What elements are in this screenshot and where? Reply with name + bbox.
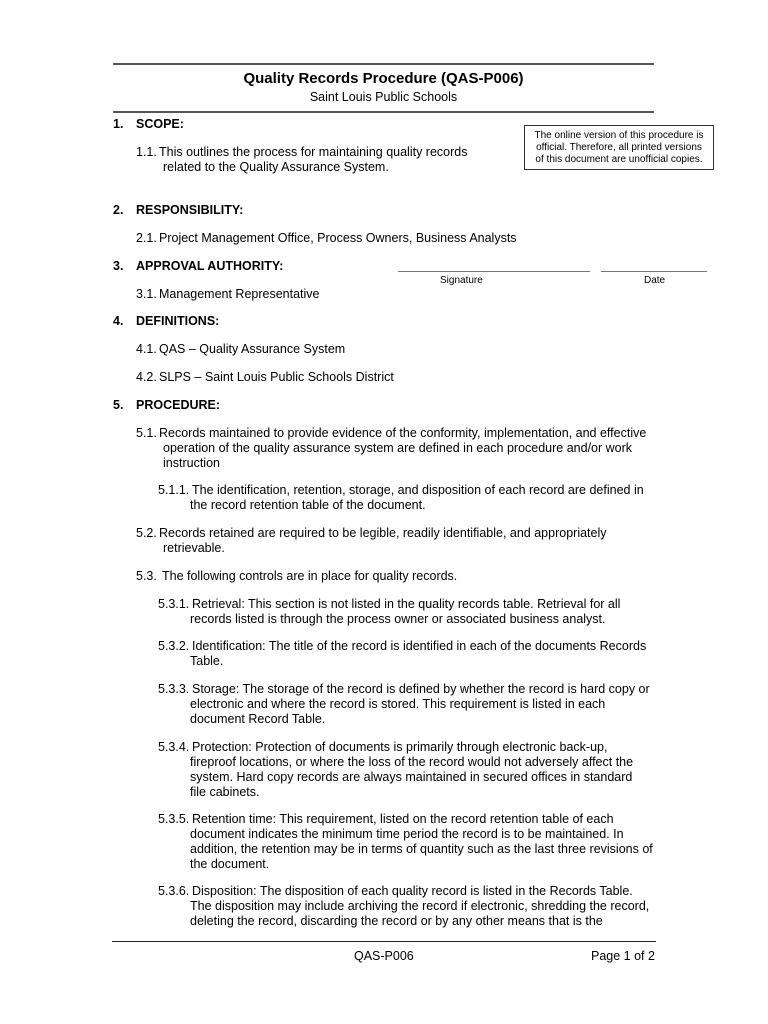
item-number: 4.1. [136,342,157,356]
section-heading-procedure: PROCEDURE: [136,398,221,412]
item-text: The identification, retention, storage, and disposition of each record are defined in [192,483,644,497]
item-text: Project Management Office, Process Owners, Business Analysts [159,231,517,245]
document-title: Quality Records Procedure (QAS-P006) [243,70,524,87]
section-number: 4. [113,314,124,328]
item-text: Retrieval: This section is not listed in the quality records table. Retrieval for all [192,597,621,611]
section-number: 5. [113,398,124,412]
item-number: 4.2. [136,370,157,384]
section-number: 2. [113,203,124,217]
item-number: 5.2. [136,526,157,540]
item-text: operation of the quality assurance system are defined in each procedure and/or work [163,441,633,455]
signature-line [398,271,590,272]
item-number: 2.1. [136,231,157,245]
item-number: 5.3.3. [158,682,190,696]
item-text: The disposition may include archiving the record if electronic, shredding the record, [190,899,650,913]
notice-line: of this document are unofficial copies. [535,154,703,165]
item-text: the document. [190,857,270,871]
footer-rule [112,941,656,942]
date-label: Date [644,275,666,286]
item-text: records listed is through the process owner or associated business analyst. [190,612,606,626]
item-text: SLPS – Saint Louis Public Schools District [159,370,394,384]
item-text: file cabinets. [190,785,260,799]
item-text: Table. [190,654,224,668]
item-text: retrievable. [163,541,225,555]
footer-page-number: Page 1 of 2 [591,949,655,963]
item-text: instruction [163,456,220,470]
item-number: 5.3.4. [158,740,190,754]
section-heading-definitions: DEFINITIONS: [136,314,220,328]
item-number: 5.3.5. [158,812,190,826]
item-number: 5.3. [136,569,157,583]
section-heading-responsibility: RESPONSIBILITY: [136,203,244,217]
item-text: Records maintained to provide evidence of the conformity, implementation, and effective [159,426,647,440]
item-text: QAS – Quality Assurance System [159,342,346,356]
header-rule [113,111,654,113]
section-number: 3. [113,259,124,273]
item-text: deleting the record, discarding the record or by any other means that is the [190,914,603,928]
item-text: Retention time: This requirement, listed on the record retention table of each [192,812,614,826]
top-rule [113,63,654,65]
section-number: 1. [113,117,124,131]
item-text: related to the Quality Assurance System. [163,160,389,174]
section-heading-approval: APPROVAL AUTHORITY: [136,259,284,273]
item-text: document indicates the minimum time period the record is to be maintained. In [190,827,624,841]
item-text: addition, the retention may be in terms of quantity such as the last three revisions of [190,842,653,856]
item-text: Protection: Protection of documents is primarily through electronic back-up, [192,740,608,754]
document-subtitle: Saint Louis Public Schools [309,90,458,104]
item-text: Management Representative [159,287,320,301]
item-number: 5.3.2. [158,639,190,653]
signature-label: Signature [440,275,483,286]
item-text: system. Hard copy records are always maintained in secured offices in standard [190,770,633,784]
item-text: Storage: The storage of the record is defined by whether the record is hard copy or [192,682,650,696]
item-number: 5.1.1. [158,483,190,497]
item-text: document Record Table. [190,712,326,726]
item-number: 3.1. [136,287,157,301]
item-number: 5.3.1. [158,597,190,611]
item-text: Identification: The title of the record is identified in each of the documents Records [192,639,647,653]
item-text: The following controls are in place for quality records. [162,569,458,583]
footer-doc-id: QAS-P006 [354,949,414,963]
item-text: electronic and where the record is stored. This requirement is listed in each [190,697,606,711]
notice-line: official. Therefore, all printed versions [536,142,702,153]
item-number: 5.3.6. [158,884,190,898]
item-number: 1.1. [136,145,157,159]
item-text: Records retained are required to be legible, readily identifiable, and appropriately [159,526,607,540]
item-text: the record retention table of the document. [190,498,426,512]
item-text: This outlines the process for maintaining quality records [159,145,468,159]
section-heading-scope: SCOPE: [136,117,184,131]
item-number: 5.1. [136,426,157,440]
notice-box [524,125,714,170]
notice-line: The online version of this procedure is [534,130,704,141]
item-text: fireproof locations, or where the loss of the record would not adversely affect the [190,755,634,769]
date-line [601,271,707,272]
item-text: Disposition: The disposition of each quality record is listed in the Records Table. [192,884,633,898]
